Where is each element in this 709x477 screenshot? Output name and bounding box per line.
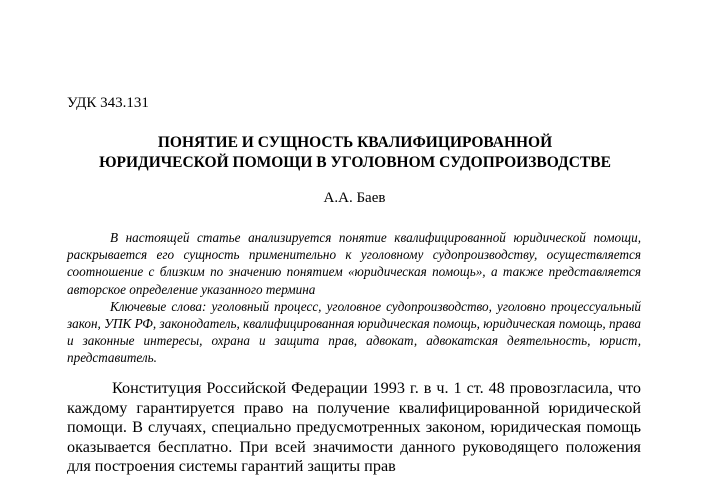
- body-paragraph: Конституция Российской Федерации 1993 г. в ч. 1 ст. 48 провозгласила, что каждому гарантируется право на получение квалифицированной юридической помощи. В случаях, специально предусмотренных законом, юридическая помощь оказывается бесплатно. При всей значимости данного руководящего положения для построения системы гарантий защиты прав: [67, 379, 641, 476]
- keywords-paragraph: [67, 298, 641, 367]
- abstract-block: [67, 229, 641, 367]
- udc-code: УДК 343.131: [67, 95, 149, 111]
- author-name: А.А. Баев: [323, 190, 386, 206]
- keywords-label: Ключевые слова:: [110, 298, 207, 314]
- body-text-block: [67, 379, 641, 477]
- article-title-line-2: ЮРИДИЧЕСКОЙ ПОМОЩИ В УГОЛОВНОМ СУДОПРОИЗВОДСТВЕ: [99, 154, 611, 171]
- abstract-text: В настоящей статье анализируется понятие квалифицированной юридической помощи, раскрывается его сущность применительно к уголовному судопроизводству, осуществляется соотношение с близким по значению понятием «юридическая помощь», а также представляется авторское определение указанного термина: [67, 230, 641, 297]
- keywords-text: уголовный процесс, уголовное судопроизводство, уголовно процессуальный закон, УПК РФ, законодатель, квалифицированная юридическая помощь, юридическая помощь, права и законные интересы, охрана и защита прав, адвокат, адвокатская деятельность, юрист, представитель.: [67, 298, 642, 366]
- article-title: [60, 133, 650, 173]
- article-title-line-1: ПОНЯТИЕ И СУЩНОСТЬ КВАЛИФИЦИРОВАННОЙ: [157, 134, 553, 151]
